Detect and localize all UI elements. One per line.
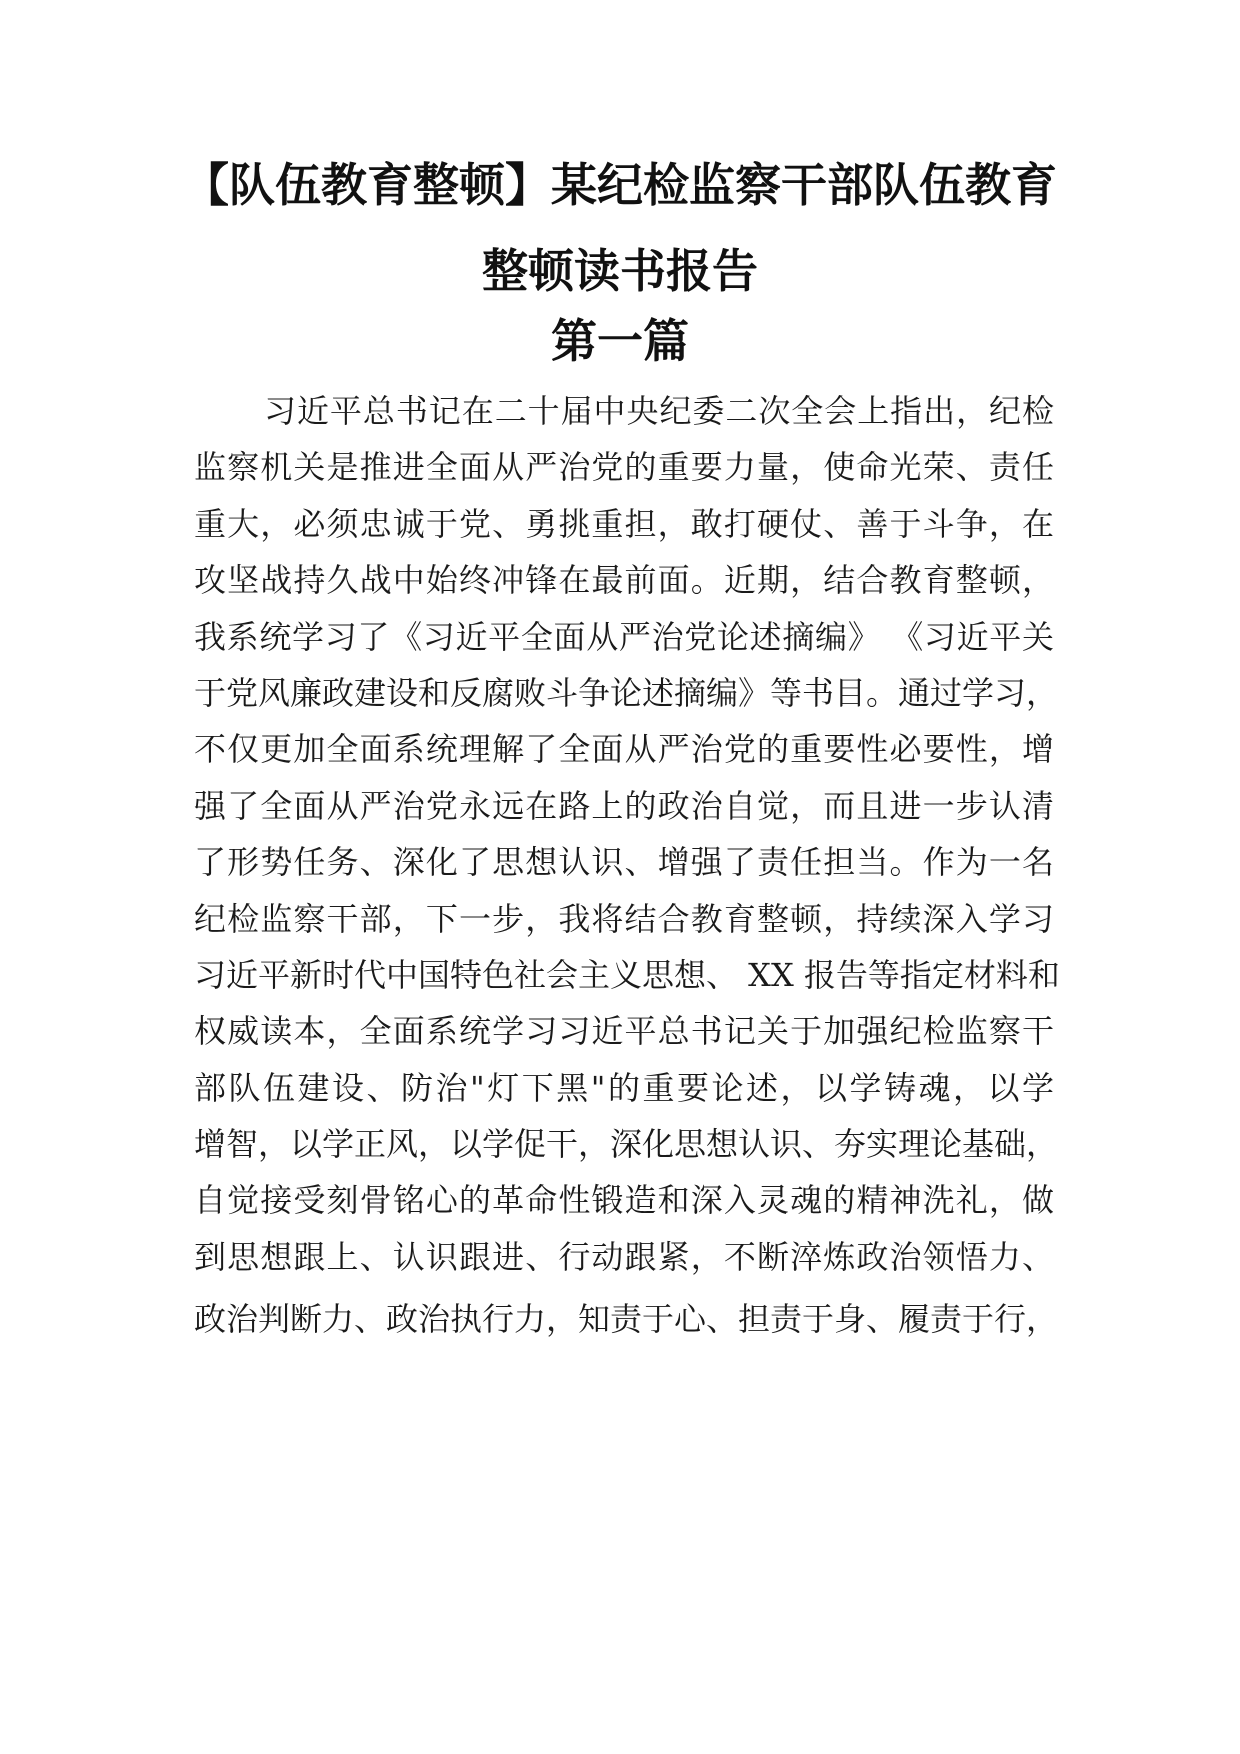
body-line: 习近平总书记在二十届中央纪委二次全会上指出，纪检 (264, 392, 1054, 430)
body-line: 重大，必须忠诚于党、勇挑重担，敢打硬仗、善于斗争，在 (194, 504, 1054, 543)
body-line: 不仅更加全面系统理解了全面从严治党的重要性必要性，增 (194, 730, 1054, 769)
body-line: 攻坚战持久战中始终冲锋在最前面。近期，结合教育整顿， (194, 561, 1054, 600)
body-line: 自觉接受刻骨铭心的革命性锻造和深入灵魂的精神洗礼，做 (194, 1181, 1054, 1220)
body-line: 监察机关是推进全面从严治党的重要力量，使命光荣、责任 (194, 448, 1054, 487)
body-line: 政治判断力、政治执行力，知责于心、担责于身、履责于行， (194, 1300, 1059, 1339)
body-line: 了形势任务、深化了思想认识、增强了责任担当。作为一名 (194, 843, 1054, 882)
section-heading: 第一篇 (551, 314, 689, 368)
body-line: 权威读本，全面系统学习习近平总书记关于加强纪检监察干 (194, 1012, 1054, 1051)
document-title-line-2: 整顿读书报告 (482, 244, 758, 298)
body-line: 于党风廉政建设和反腐败斗争论述摘编》等书目。通过学习， (194, 673, 1059, 712)
body-line: 我系统学习了《习近平全面从严治党论述摘编》 《习近平关 (194, 617, 1054, 656)
body-line: 纪检监察干部，下一步，我将结合教育整顿，持续深入学习 (194, 899, 1054, 938)
body-line: 增智，以学正风，以学促干，深化思想认识、夯实理论基础， (194, 1125, 1059, 1164)
body-line: 习近平新时代中国特色社会主义思想、 XX 报告等指定材料和 (194, 955, 1060, 994)
body-line: 强了全面从严治党永远在路上的政治自觉，而且进一步认清 (194, 786, 1054, 825)
body-line: 到思想跟上、认识跟进、行动跟紧，不断淬炼政治领悟力、 (194, 1237, 1054, 1276)
body-line: 部队伍建设、防治"灯下黑"的重要论述，以学铸魂，以学 (194, 1068, 1054, 1107)
document-title-line-1: 【队伍教育整顿】某纪检监察干部队伍教育 (183, 158, 1057, 212)
body-paragraph (194, 383, 1060, 1348)
